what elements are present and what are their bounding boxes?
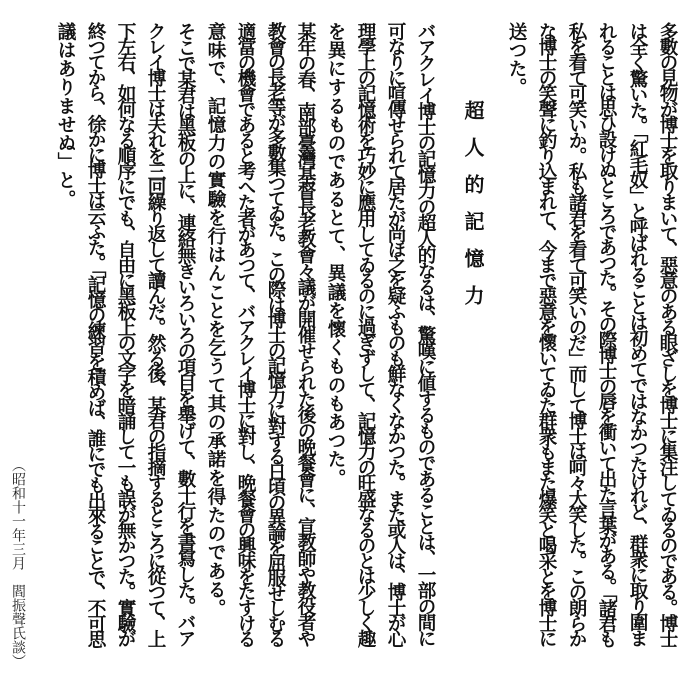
text-column-4: 私を看て可笑いか。私も諸君を看て可笑いのだ」而して博士は呵々大笑した。この朗らか	[566, 22, 587, 646]
text-column-14: 教會の長老等が多數集つてゐた。この際は博士の記憶力に對する日頃の異論を屈服せしむる	[265, 22, 286, 645]
text-column-19: 下左右、如何なる順序にでも、自由に黑板上の文字を暗誦して一も誤が無かつた。實驗が	[115, 22, 136, 646]
text-column-2: は全く驚いた。「紅毛奴」と呼ばれることは初めてではなかつたけれど、群衆に取り圍ま	[627, 22, 648, 645]
text-column-21: 議はありませぬ」と。	[55, 22, 76, 208]
text-column-1: 多數の見物が博士を取りまいて、惡意のある眼ざしを博士に集注してゐるのである。博士	[657, 22, 678, 646]
text-column-5: な博士の笑聲に釣り込まれて、今まで惡意を懷いてゐた群衆もまた爆笑と喝采とを博士に	[536, 22, 557, 646]
text-column-6: 送つた。	[506, 22, 527, 97]
text-column-16: 意味で、記憶力の實驗を行はんことを乞うて其の承諾を得たのである。	[205, 22, 226, 618]
text-column-13: 某年の春、南部臺灣基督長老教會々議が開催せられた後の晩餐會に、宣教師や教役者や	[295, 22, 316, 646]
text-column-20: 終つてから、徐かに博士は云ふた。「記憶の練習を積めば、誰にでも出來ることで、不可思	[85, 22, 106, 646]
section-title: 超人的記憶力	[461, 100, 485, 322]
text-column-11: 理學上の記憶術を巧妙に應用してゐるのに過ぎずして、記憶力の旺盛なるのとは少しく趣	[355, 22, 376, 646]
text-column-3: れることは思ひ設けぬところであつた。その際博士の唇を衝いて出た言葉がある。「諸君も	[596, 22, 617, 646]
text-column-17: そこで某君は黑板の上に、連絡無きいろいろの項目を舉げて、數十行を書寫した。バア	[175, 22, 196, 646]
text-column-15: 適當の機會であると考へた者があつて、バアクレイ博士に對し、晩餐會の興味をたすける	[235, 22, 256, 646]
text-column-12: を異にするものであるとて、異議を懷くものもあつた。	[325, 22, 346, 487]
text-column-9: バアクレイ博士の記憶力の超人的なるは、驚嘆に値するものであることは、一部の間に	[415, 22, 436, 646]
footnote-attribution: （昭和十一年三月 閻振聲氏談）	[10, 458, 26, 668]
text-column-10: 可なりに喧傳せられて居たが尚ほ之を疑ふものも鮮なくなかつた。また或人は、博士が心	[385, 22, 406, 646]
text-column-18: クレイ博士は夫れを三回繰り返して讀んだ。然る後、某君の指摘するところに從つて、上	[145, 22, 166, 646]
